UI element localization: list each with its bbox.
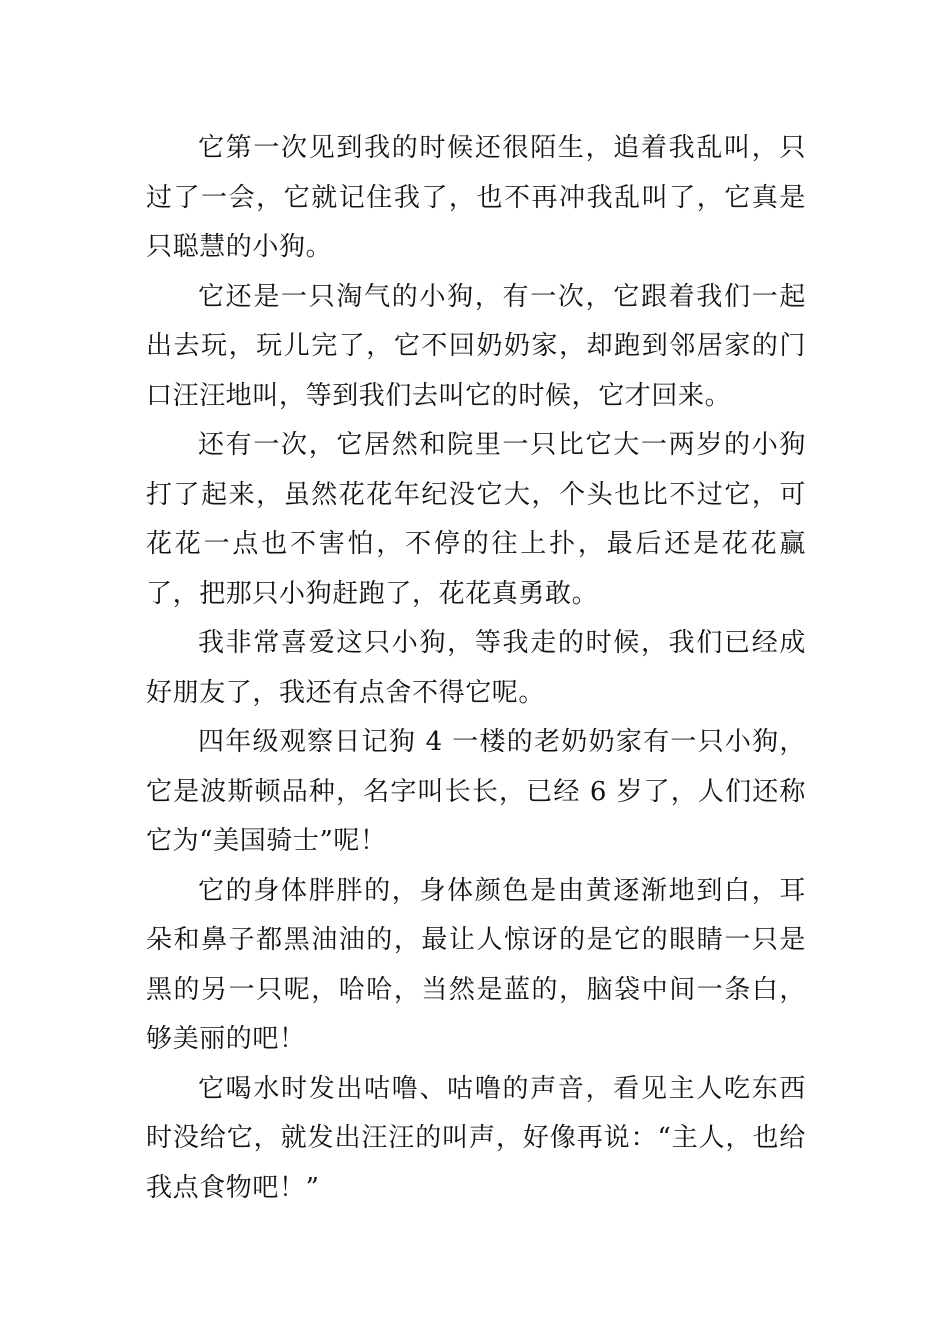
paragraph-5: 四年级观察日记狗 4 一楼的老奶奶家有一只小狗，它是波斯顿品种，名字叫长长，已经 6 岁了，人们还称它为“美国骑士”呢！ (146, 727, 806, 856)
paragraph-4: 我非常喜爱这只小狗，等我走的时候，我们已经成好朋友了，我还有点舍不得它呢。 (146, 628, 806, 708)
document-body (146, 124, 806, 1213)
paragraph-3: 还有一次，它居然和院里一只比它大一两岁的小狗打了起来，虽然花花年纪没它大，个头也比不过它，可花花一点也不害怕，不停的往上扑，最后还是花花赢了，把那只小狗赶跑了，花花真勇敢。 (146, 430, 806, 609)
paragraph-7: 它喝水时发出咕噜、咕噜的声音，看见主人吃东西时没给它，就发出汪汪的叫声，好像再说：“主人，也给我点食物吧！” (146, 1073, 806, 1203)
paragraph-6: 它的身体胖胖的，身体颜色是由黄逐渐地到白，耳朵和鼻子都黑油油的，最让人惊讶的是它的眼睛一只是黑的另一只呢，哈哈，当然是蓝的，脑袋中间一条白，够美丽的吧！ (146, 875, 806, 1054)
paragraph-2: 它还是一只淘气的小狗，有一次，它跟着我们一起出去玩，玩儿完了，它不回奶奶家，却跑到邻居家的门口汪汪地叫，等到我们去叫它的时候，它才回来。 (146, 281, 806, 411)
paragraph-1: 它第一次见到我的时候还很陌生，追着我乱叫，只过了一会，它就记住我了，也不再冲我乱叫了，它真是只聪慧的小狗。 (146, 133, 806, 262)
